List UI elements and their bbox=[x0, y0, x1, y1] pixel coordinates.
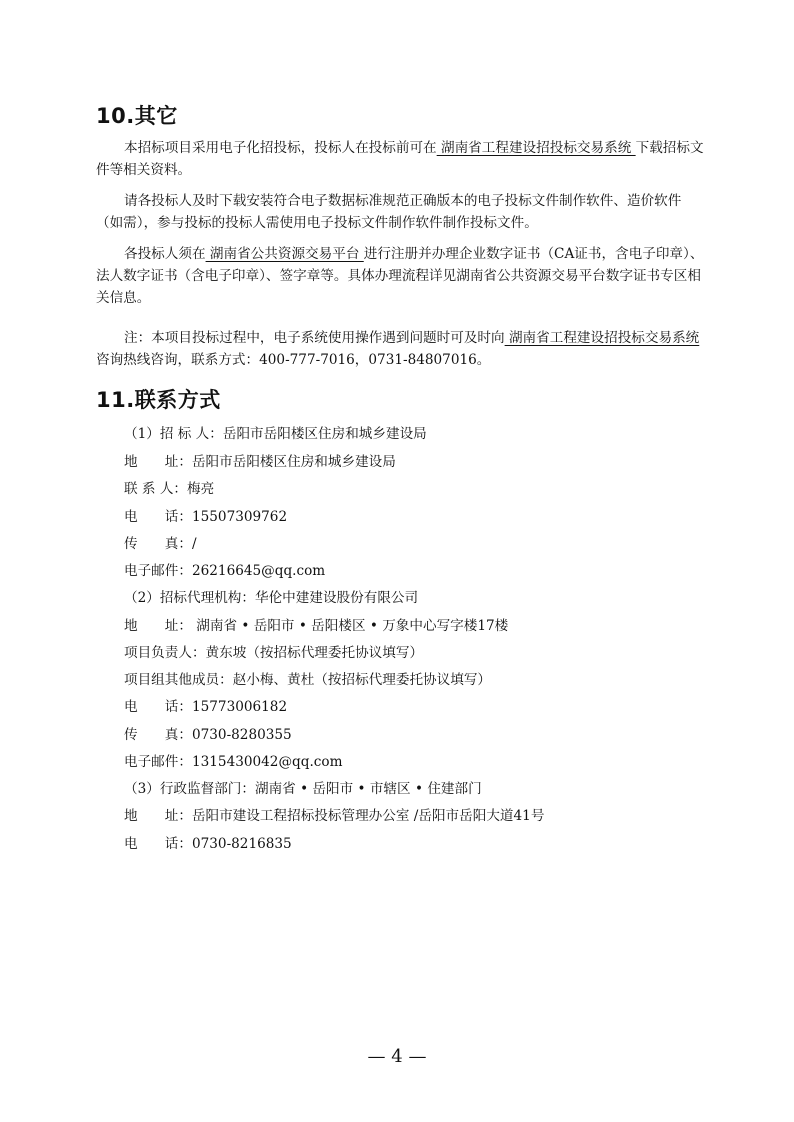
contact-line-supervisor: （3）行政监督部门：湖南省 • 岳阳市 • 市辖区 • 住建部门 bbox=[124, 781, 482, 797]
link-hunan-bidding-system[interactable]: 湖南省工程建设招投标交易系统 bbox=[436, 140, 636, 156]
paragraph-text: 各投标人须在 bbox=[124, 246, 206, 262]
contact-line-agency-email[interactable]: 电子邮件：1315430042@qq.com bbox=[124, 754, 343, 770]
section-title-other: 10.其它 bbox=[96, 104, 178, 128]
contact-line-project-members: 项目组其他成员：赵小梅、黄杜（按招标代理委托协议填写） bbox=[124, 672, 492, 688]
paragraph-text: 请各投标人及时下载安装符合电子数据标准规范正确版本的电子投标文件制作软件、造价软件（如需），参与投标的投标人需使用电子投标文件制作软件制作投标文件。 bbox=[96, 193, 682, 231]
paragraph-digital-certificate bbox=[96, 243, 704, 309]
contact-line-tenderer-fax: 传 真：/ bbox=[124, 536, 197, 552]
paragraph-software-install bbox=[96, 190, 704, 234]
link-hunan-public-resource-platform[interactable]: 湖南省公共资源交易平台 bbox=[205, 246, 364, 262]
contact-line-supervisor-address: 地 址：岳阳市建设工程招标投标管理办公室 /岳阳市岳阳大道41号 bbox=[124, 808, 545, 824]
contact-line-tenderer-email[interactable]: 电子邮件：26216645@qq.com bbox=[124, 563, 326, 579]
contact-line-agency: （2）招标代理机构：华伦中建建设股份有限公司 bbox=[124, 590, 419, 606]
paragraph-text: 注：本项目投标过程中，电子系统使用操作遇到问题时可及时向 bbox=[124, 330, 505, 346]
contact-line-project-manager: 项目负责人：黄东坡（按招标代理委托协议填写） bbox=[124, 645, 424, 661]
link-hunan-bidding-system-hotline[interactable]: 湖南省工程建设招投标交易系统 bbox=[504, 330, 700, 346]
contact-line-supervisor-phone: 电 话：0730-8216835 bbox=[124, 836, 292, 852]
paragraph-text: 本招标项目采用电子化招投标，投标人在投标前可在 bbox=[124, 140, 437, 156]
section-title-contact: 11.联系方式 bbox=[96, 388, 221, 412]
contact-line-agency-phone: 电 话：15773006182 bbox=[124, 699, 288, 715]
contact-line-tenderer-address: 地 址：岳阳市岳阳楼区住房和城乡建设局 bbox=[124, 454, 396, 470]
contact-line-agency-address: 地 址： 湖南省 • 岳阳市 • 岳阳楼区 • 万象中心写字楼17楼 bbox=[124, 618, 509, 634]
contact-line-tenderer-contact: 联 系 人：梅亮 bbox=[124, 481, 215, 497]
paragraph-text: 进行注册并办理企业数字证书（CA证书，含电子印章）、法人数字证书（含电子印章）、签字章等。具体办理流程详见湖南省公共资源交易平台数字证书专区相关信息。 bbox=[96, 246, 704, 306]
paragraph-text: 下载招标文件等相关资料。 bbox=[96, 140, 704, 178]
paragraph-text: 咨询热线咨询，联系方式：400-777-7016，0731-84807016。 bbox=[96, 352, 491, 368]
paragraph-note-hotline bbox=[96, 327, 704, 371]
page-number: — 4 — bbox=[367, 1046, 427, 1067]
paragraph-electronic-bidding bbox=[96, 137, 704, 181]
contact-line-tenderer: （1）招 标 人：岳阳市岳阳楼区住房和城乡建设局 bbox=[124, 426, 427, 442]
contact-line-agency-fax: 传 真：0730-8280355 bbox=[124, 727, 292, 743]
contact-line-tenderer-phone: 电 话：15507309762 bbox=[124, 509, 288, 525]
